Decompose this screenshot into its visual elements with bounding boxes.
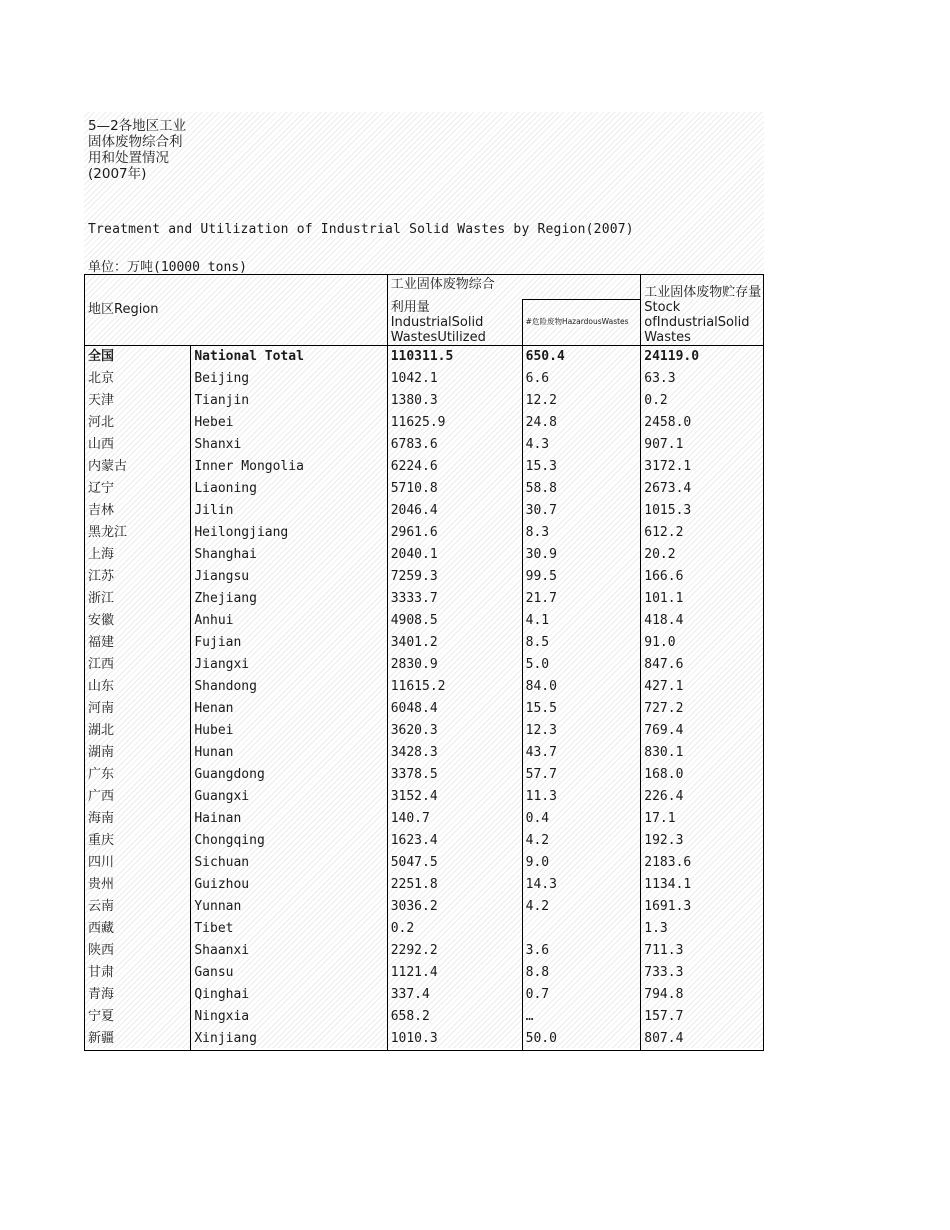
table-row [85, 764, 764, 786]
table-row [85, 742, 764, 764]
region-en: Yunnan [191, 896, 387, 918]
value-stock: 830.1 [641, 742, 764, 764]
value-utilized: 2961.6 [387, 522, 522, 544]
value-stock: 847.6 [641, 654, 764, 676]
title-english: Treatment and Utilization of Industrial Solid Wastes by Region(2007) [88, 222, 634, 237]
value-utilized: 658.2 [387, 1006, 522, 1028]
value-hazardous: 3.6 [522, 940, 641, 962]
region-en: Tibet [191, 918, 387, 940]
region-en: Hunan [191, 742, 387, 764]
value-utilized: 11625.9 [387, 412, 522, 434]
region-cn: 云南 [85, 896, 191, 918]
value-hazardous: 50.0 [522, 1028, 641, 1051]
value-utilized: 3036.2 [387, 896, 522, 918]
value-utilized: 2292.2 [387, 940, 522, 962]
table-row [85, 984, 764, 1006]
value-hazardous: 21.7 [522, 588, 641, 610]
region-cn: 吉林 [85, 500, 191, 522]
value-utilized: 110311.5 [387, 345, 522, 368]
value-hazardous [522, 918, 641, 940]
value-hazardous: 650.4 [522, 345, 641, 368]
table-row [85, 434, 764, 456]
table-row [85, 896, 764, 918]
header-utilized-rest: 利用量 IndustrialSolid WastesUtilized [390, 299, 486, 345]
value-utilized: 140.7 [387, 808, 522, 830]
table-row [85, 786, 764, 808]
region-cn: 湖北 [85, 720, 191, 742]
region-cn: 四川 [85, 852, 191, 874]
data-table [84, 274, 764, 1051]
region-en: Ningxia [191, 1006, 387, 1028]
value-hazardous: 15.5 [522, 698, 641, 720]
value-stock: 727.2 [641, 698, 764, 720]
table-row [85, 1028, 764, 1051]
value-utilized: 6783.6 [387, 434, 522, 456]
region-en: Chongqing [191, 830, 387, 852]
region-en: Shanxi [191, 434, 387, 456]
region-cn: 贵州 [85, 874, 191, 896]
table-row [85, 808, 764, 830]
value-hazardous: 5.0 [522, 654, 641, 676]
title-chinese: 5—2各地区工业固体废物综合利用和处置情况(2007年) [88, 118, 187, 182]
region-en: Beijing [191, 368, 387, 390]
value-utilized: 1121.4 [387, 962, 522, 984]
value-utilized: 3378.5 [387, 764, 522, 786]
value-stock: 794.8 [641, 984, 764, 1006]
value-hazardous: 4.2 [522, 830, 641, 852]
value-utilized: 6224.6 [387, 456, 522, 478]
value-hazardous: 12.2 [522, 390, 641, 412]
region-cn: 山西 [85, 434, 191, 456]
value-hazardous: 4.1 [522, 610, 641, 632]
value-stock: 157.7 [641, 1006, 764, 1028]
value-stock: 192.3 [641, 830, 764, 852]
value-utilized: 11615.2 [387, 676, 522, 698]
table-row [85, 544, 764, 566]
value-utilized: 2251.8 [387, 874, 522, 896]
region-en: Jiangxi [191, 654, 387, 676]
value-hazardous: … [522, 1006, 641, 1028]
header-utilized-line1: 工业固体废物综合 [390, 277, 495, 292]
region-cn: 上海 [85, 544, 191, 566]
value-hazardous: 58.8 [522, 478, 641, 500]
region-en: Henan [191, 698, 387, 720]
value-hazardous: 8.8 [522, 962, 641, 984]
table-row [85, 500, 764, 522]
value-stock: 168.0 [641, 764, 764, 786]
value-utilized: 3428.3 [387, 742, 522, 764]
table-row [85, 566, 764, 588]
value-hazardous: 4.3 [522, 434, 641, 456]
value-utilized: 2830.9 [387, 654, 522, 676]
region-cn: 安徽 [85, 610, 191, 632]
region-cn: 江西 [85, 654, 191, 676]
value-hazardous: 4.2 [522, 896, 641, 918]
table-row [85, 874, 764, 896]
region-en: Zhejiang [191, 588, 387, 610]
region-cn: 浙江 [85, 588, 191, 610]
value-hazardous: 84.0 [522, 676, 641, 698]
region-en: Liaoning [191, 478, 387, 500]
table-row [85, 654, 764, 676]
table-row [85, 962, 764, 984]
value-stock: 0.2 [641, 390, 764, 412]
header-hazardous: #危险废物HazardousWastes [522, 300, 641, 346]
value-stock: 807.4 [641, 1028, 764, 1051]
value-utilized: 7259.3 [387, 566, 522, 588]
value-stock: 907.1 [641, 434, 764, 456]
region-en: National Total [191, 345, 387, 368]
table-row [85, 390, 764, 412]
value-hazardous: 57.7 [522, 764, 641, 786]
region-cn: 广西 [85, 786, 191, 808]
table-row [85, 830, 764, 852]
region-cn: 青海 [85, 984, 191, 1006]
region-en: Fujian [191, 632, 387, 654]
table-row [85, 720, 764, 742]
region-cn: 甘肃 [85, 962, 191, 984]
region-cn: 江苏 [85, 566, 191, 588]
header-utilized [387, 300, 522, 346]
value-stock: 733.3 [641, 962, 764, 984]
value-utilized: 4908.5 [387, 610, 522, 632]
value-stock: 20.2 [641, 544, 764, 566]
value-hazardous: 8.5 [522, 632, 641, 654]
value-utilized: 1042.1 [387, 368, 522, 390]
value-utilized: 1380.3 [387, 390, 522, 412]
region-cn: 北京 [85, 368, 191, 390]
region-en: Anhui [191, 610, 387, 632]
region-cn: 辽宁 [85, 478, 191, 500]
region-en: Inner Mongolia [191, 456, 387, 478]
value-utilized: 3401.2 [387, 632, 522, 654]
table-row [85, 940, 764, 962]
value-utilized: 3152.4 [387, 786, 522, 808]
value-stock: 101.1 [641, 588, 764, 610]
value-stock: 711.3 [641, 940, 764, 962]
value-stock: 166.6 [641, 566, 764, 588]
region-en: Guizhou [191, 874, 387, 896]
value-hazardous: 9.0 [522, 852, 641, 874]
table-row [85, 632, 764, 654]
region-cn: 陕西 [85, 940, 191, 962]
value-hazardous: 99.5 [522, 566, 641, 588]
value-utilized: 0.2 [387, 918, 522, 940]
region-en: Hubei [191, 720, 387, 742]
header-region: 地区Region [85, 275, 388, 346]
unit-label: 单位：万吨(10000 tons) [88, 260, 247, 275]
region-cn: 海南 [85, 808, 191, 830]
region-cn: 全国 [85, 345, 191, 368]
region-cn: 湖南 [85, 742, 191, 764]
value-stock: 1134.1 [641, 874, 764, 896]
value-stock: 3172.1 [641, 456, 764, 478]
value-utilized: 3333.7 [387, 588, 522, 610]
table-row [85, 610, 764, 632]
value-utilized: 1623.4 [387, 830, 522, 852]
header-stock: 工业固体废物贮存量Stock ofIndustrialSolid Wastes [641, 275, 764, 346]
region-cn: 山东 [85, 676, 191, 698]
region-en: Shaanxi [191, 940, 387, 962]
table-row [85, 478, 764, 500]
region-cn: 福建 [85, 632, 191, 654]
value-utilized: 337.4 [387, 984, 522, 1006]
value-utilized: 2046.4 [387, 500, 522, 522]
table-row [85, 368, 764, 390]
table-row [85, 522, 764, 544]
value-stock: 24119.0 [641, 345, 764, 368]
table-row-total [85, 345, 764, 368]
value-hazardous: 11.3 [522, 786, 641, 808]
region-en: Xinjiang [191, 1028, 387, 1051]
region-cn: 内蒙古 [85, 456, 191, 478]
value-utilized: 1010.3 [387, 1028, 522, 1051]
value-stock: 1691.3 [641, 896, 764, 918]
region-cn: 河北 [85, 412, 191, 434]
value-stock: 612.2 [641, 522, 764, 544]
value-hazardous: 0.4 [522, 808, 641, 830]
table-row [85, 676, 764, 698]
table-row [85, 412, 764, 434]
value-hazardous: 0.7 [522, 984, 641, 1006]
region-en: Shandong [191, 676, 387, 698]
value-hazardous: 8.3 [522, 522, 641, 544]
value-utilized: 2040.1 [387, 544, 522, 566]
region-en: Tianjin [191, 390, 387, 412]
region-cn: 宁夏 [85, 1006, 191, 1028]
value-stock: 427.1 [641, 676, 764, 698]
region-en: Guangdong [191, 764, 387, 786]
table-row [85, 456, 764, 478]
value-utilized: 5047.5 [387, 852, 522, 874]
table-row [85, 918, 764, 940]
header-utilized-cn [387, 275, 641, 300]
value-stock: 91.0 [641, 632, 764, 654]
region-en: Hainan [191, 808, 387, 830]
region-en: Qinghai [191, 984, 387, 1006]
region-en: Jiangsu [191, 566, 387, 588]
value-utilized: 3620.3 [387, 720, 522, 742]
value-stock: 769.4 [641, 720, 764, 742]
table-body [85, 345, 764, 1050]
region-en: Heilongjiang [191, 522, 387, 544]
value-stock: 2458.0 [641, 412, 764, 434]
region-en: Guangxi [191, 786, 387, 808]
table-row [85, 1006, 764, 1028]
value-stock: 63.3 [641, 368, 764, 390]
value-stock: 418.4 [641, 610, 764, 632]
value-stock: 2673.4 [641, 478, 764, 500]
region-cn: 天津 [85, 390, 191, 412]
table-row [85, 698, 764, 720]
table-row [85, 588, 764, 610]
value-stock: 1015.3 [641, 500, 764, 522]
region-en: Shanghai [191, 544, 387, 566]
region-en: Hebei [191, 412, 387, 434]
value-hazardous: 24.8 [522, 412, 641, 434]
region-cn: 新疆 [85, 1028, 191, 1051]
value-hazardous: 12.3 [522, 720, 641, 742]
value-stock: 1.3 [641, 918, 764, 940]
value-utilized: 6048.4 [387, 698, 522, 720]
table-row [85, 852, 764, 874]
region-cn: 河南 [85, 698, 191, 720]
value-hazardous: 30.9 [522, 544, 641, 566]
value-stock: 226.4 [641, 786, 764, 808]
region-cn: 黑龙江 [85, 522, 191, 544]
value-hazardous: 43.7 [522, 742, 641, 764]
value-stock: 2183.6 [641, 852, 764, 874]
region-cn: 西藏 [85, 918, 191, 940]
value-hazardous: 6.6 [522, 368, 641, 390]
value-hazardous: 14.3 [522, 874, 641, 896]
region-cn: 重庆 [85, 830, 191, 852]
region-en: Gansu [191, 962, 387, 984]
region-en: Sichuan [191, 852, 387, 874]
region-en: Jilin [191, 500, 387, 522]
value-hazardous: 15.3 [522, 456, 641, 478]
region-cn: 广东 [85, 764, 191, 786]
value-stock: 17.1 [641, 808, 764, 830]
value-hazardous: 30.7 [522, 500, 641, 522]
value-utilized: 5710.8 [387, 478, 522, 500]
